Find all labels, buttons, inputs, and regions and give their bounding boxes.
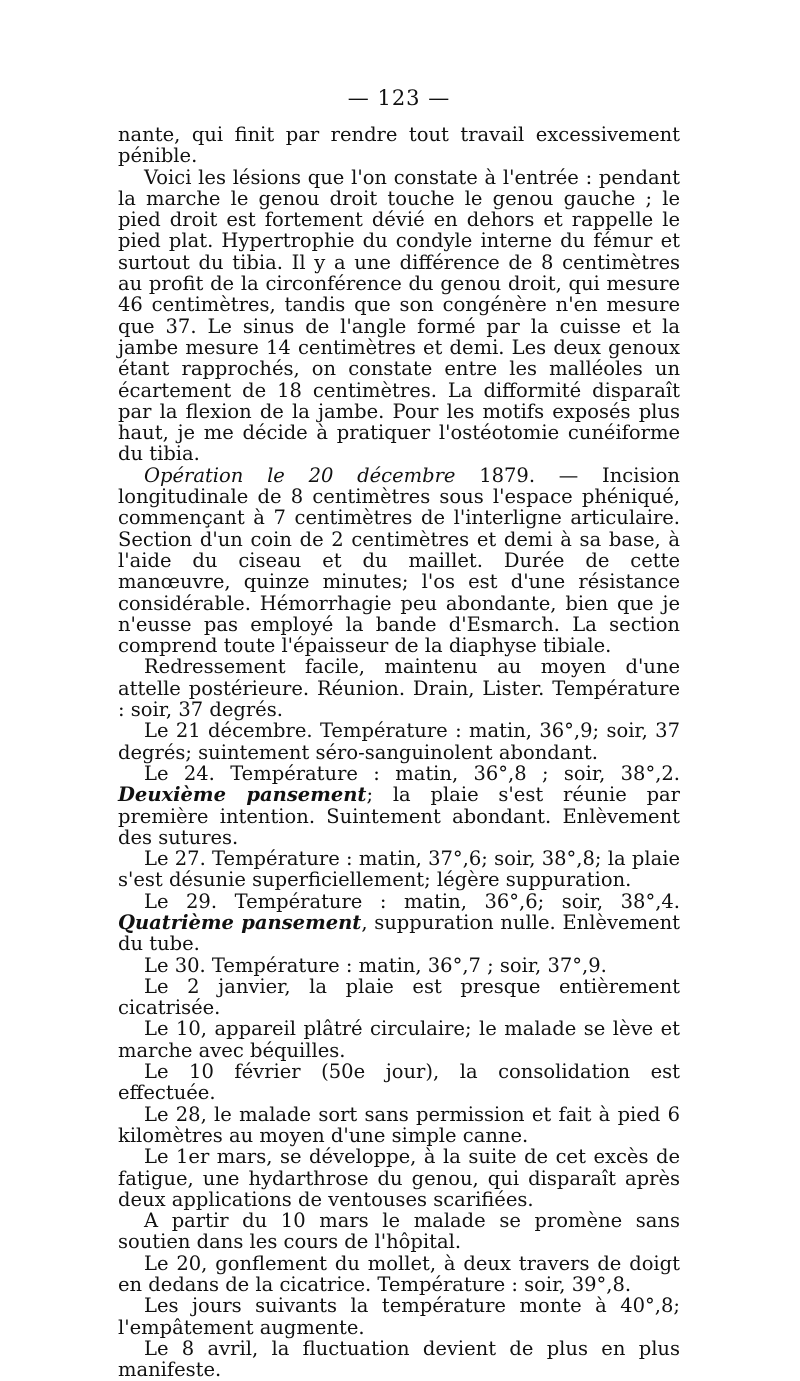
text-run: Le 29. Température : matin, 36°,6; soir, 38°,4. <box>144 889 680 913</box>
text-run: Le 10, appareil plâtré circulaire; le malade se lève et marche avec béquilles. <box>118 1017 680 1062</box>
paragraph <box>118 124 680 167</box>
text-run: Le 24. Température : matin, 36°,8 ; soir, 38°,2. <box>144 761 680 785</box>
text-run: Le 21 décembre. Température : matin, 36°,9; soir, 37 degrés; suintement séro-sanguinolent abondant. <box>118 719 680 764</box>
paragraph <box>118 1295 680 1338</box>
text-run: Le 10 février (50e jour), la consolidation est effectuée. <box>118 1060 680 1105</box>
text-run: Redressement facile, maintenu au moyen d'une attelle postérieure. Réunion. Drain, Lister. Température : soir, 37 degrés. <box>118 655 680 722</box>
bold-italic-text: Deuxième pansement <box>118 783 367 807</box>
paragraph <box>118 1210 680 1253</box>
text-run: Le 20, gonflement du mollet, à deux travers de doigt en dedans de la cicatrice. Température : soir, 39°,8. <box>118 1251 680 1297</box>
text-run: Le 8 avril, la fluctuation devient de plus en plus manifeste. <box>118 1336 680 1381</box>
text-run: , suppuration nulle. Enlèvement du tube. <box>118 910 680 956</box>
paragraph <box>118 720 680 763</box>
paragraph <box>118 1253 680 1296</box>
text-run: 1879. — Incision longitudinale de 8 centimètres sous l'espace phéniqué, commençant à 7 centimètres de l'interligne articulaire. Section d'un coin de 2 centimètres et demi à sa base, à l'aide du ciseau et du maillet. Durée de cette manœuvre, quinze minutes; l'os est d'une résistance considérable. Hémorrhagie peu abondante, bien que je n'eusse pas employé la bande d'Esmarch. La section comprend toute l'épaisseur de la diaphyse tibiale. <box>118 463 680 658</box>
paragraph <box>118 1018 680 1061</box>
paragraph <box>118 465 680 657</box>
paragraph <box>118 763 680 848</box>
text-run: Le 1er mars, se développe, à la suite de cet excès de fatigue, une hydarthrose du genou, qui disparaît après deux applications de ventouses scarifiées. <box>118 1145 680 1211</box>
text-run: Les jours suivants la température monte à 40°,8; l'empâtement augmente. <box>118 1294 680 1339</box>
paragraph <box>118 955 680 976</box>
text-run: Le 27. Température : matin, 37°,6; soir, 38°,8; la plaie s'est désunie superficiellement; légère suppuration. <box>118 847 680 892</box>
bold-italic-text: Quatrième pansement <box>118 910 362 934</box>
paragraph <box>118 1061 680 1104</box>
paragraph <box>118 1104 680 1147</box>
text-run: Le 28, le malade sort sans permission et fait à pied 6 kilomètres au moyen d'une simple canne. <box>118 1102 680 1147</box>
paragraph <box>118 891 680 955</box>
text-run: ; la plaie s'est réunie par première intention. Suintement abondant. Enlèvement des sutures. <box>118 783 680 849</box>
italic-text: Opération le 20 décembre <box>144 463 456 487</box>
text-run: nante, qui finit par rendre tout travail excessivement pénible. <box>118 123 680 168</box>
text-run: A partir du 10 mars le malade se promène sans soutien dans les cours de l'hôpital. <box>118 1209 680 1254</box>
text-run: Voici les lésions que l'on constate à l'entrée : pendant la marche le genou droit touche le genou gauche ; le pied droit est fortement dévié en dehors et rappelle le pied plat. Hypertrophie du condyle interne du fémur et surtout du tibia. Il y a une différence de 8 centimètres au profit de la circonférence du genou droit, qui mesure 46 centimètres, tandis que son congénère n'en mesure que 37. Le sinus de l'angle formé par la cuisse et la jambe mesure 14 centimètres et demi. Les deux genoux étant rapprochés, on constate entre les malléoles un écartement de 18 centimètres. La difformité disparaît par la flexion de la jambe. Pour les motifs exposés plus haut, je me décide à pratiquer l'ostéotomie cunéiforme du tibia. <box>118 165 680 466</box>
paragraph <box>118 167 680 465</box>
paragraph <box>118 976 680 1019</box>
text-run: Le 30. Température : matin, 36°,7 ; soir, 37°,9. <box>144 953 607 977</box>
body-text <box>118 124 680 1381</box>
paragraph <box>118 848 680 891</box>
text-run: Le 2 janvier, la plaie est presque entièrement cicatrisée. <box>118 974 680 1020</box>
page-number: — 123 — <box>347 86 451 110</box>
paragraph <box>118 1338 680 1381</box>
paragraph <box>118 1146 680 1210</box>
paragraph <box>118 656 680 720</box>
